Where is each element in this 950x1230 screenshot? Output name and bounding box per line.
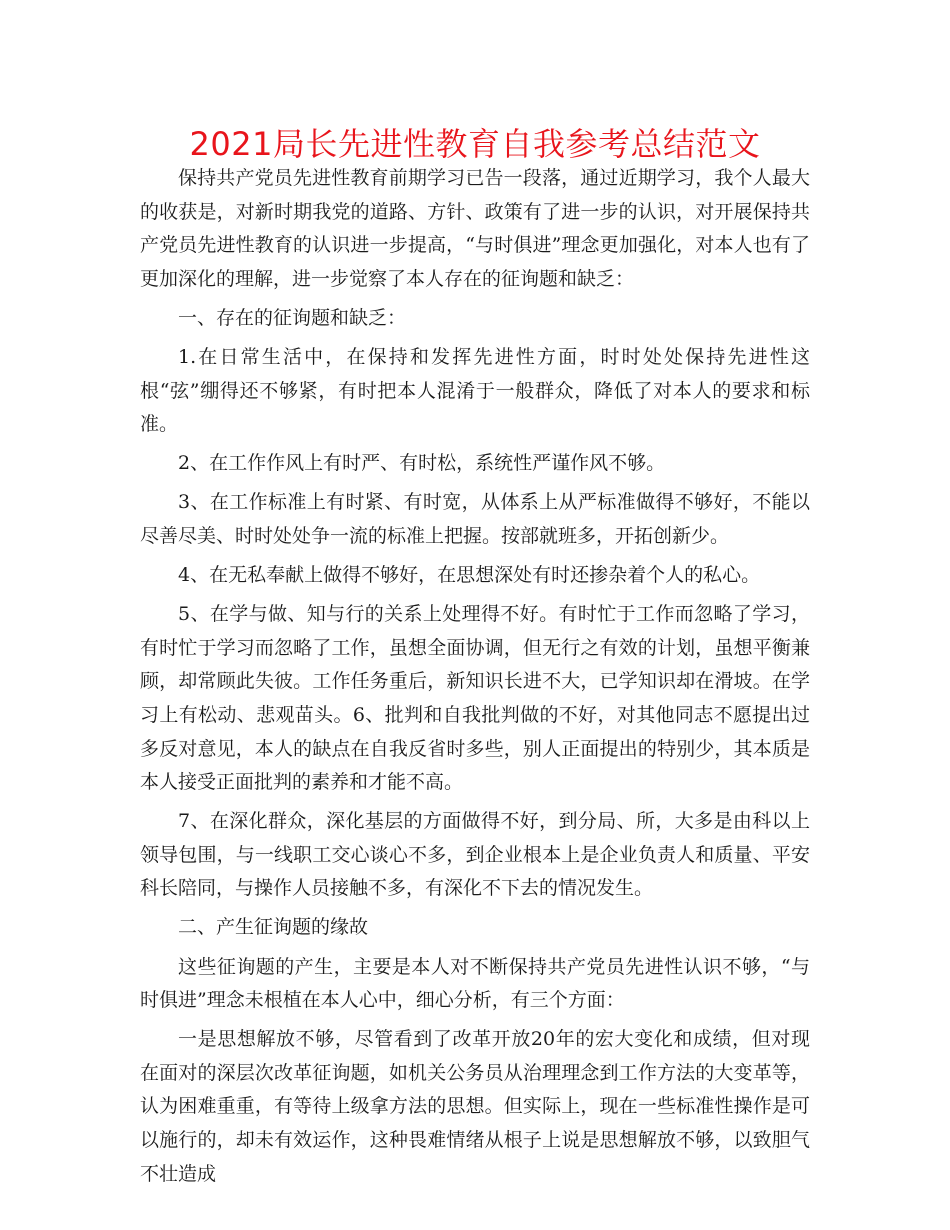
paragraph-item-3: 3、在工作标准上有时紧、有时宽，从体系上从严标准做得不够好，不能以尽善尽美、时时处处争一流的标准上把握。按部就班多，开拓创新少。 (140, 491, 810, 547)
paragraph-item-7: 7、在深化群众，深化基层的方面做得不好，到分局、所，大多是由科以上领导包围，与一线职工交心谈心不多，到企业根本上是企业负责人和质量、平安科长陪同，与操作人员接触不多，有深化不下去的情况发生。 (140, 810, 810, 900)
paragraph-item-4: 4、在无私奉献上做得不够好，在思想深处有时还掺杂着个人的私心。 (178, 564, 761, 587)
paragraph-item-5-6: 5、在学与做、知与行的关系上处理得不好。有时忙于工作而忽略了学习，有时忙于学习而忽略了工作，虽想全面协调，但无行之有效的计划，虽想平衡兼顾，却常顾此失彼。工作任务重后，新知识长进不大，已学知识却在滑坡。在学习上有松动、悲观苗头。6、批判和自我批判做的不好，对其他同志不愿提出过多反对意见，本人的缺点在自我反省时多些，别人正面提出的特别少，其本质是本人接受正面批判的素养和才能不高。 (140, 603, 810, 794)
document-title: 2021局长先进性教育自我参考总结范文 (189, 125, 761, 163)
section-heading-causes: 二、产生征询题的缘故 (178, 916, 369, 939)
paragraph-causes-intro: 这些征询题的产生，主要是本人对不断保持共产党员先进性认识不够，“与时俱进”理念未根植在本人心中，细心分析，有三个方面： (140, 955, 810, 1012)
paragraph-item-2: 2、在工作作风上有时严、有时松，系统性严谨作风不够。 (178, 452, 666, 475)
paragraph-item-1: 1.在日常生活中，在保持和发挥先进性方面，时时处处保持先进性这根“弦”绷得还不够紧，有时把本人混淆于一般群众，降低了对本人的要求和标准。 (140, 345, 810, 436)
section-heading-problems: 一、存在的征询题和缺乏： (178, 306, 407, 329)
paragraph-cause-1: 一是思想解放不够，尽管看到了改革开放20年的宏大变化和成绩，但对现在面对的深层次改革征询题，如机关公务员从治理理念到工作方法的大变革等，认为困难重重，有等待上级拿方法的思想。但实际上，现在一些标准性操作是可以施行的，却未有效运作，这种畏难情绪从根子上说是思想解放不够，以致胆气不壮造成 (140, 1028, 810, 1185)
document-body (140, 162, 810, 1197)
paragraph-intro: 保持共产党员先进性教育前期学习已告一段落，通过近期学习，我个人最大的收获是，对新时期我党的道路、方针、政策有了进一步的认识，对开展保持共产党员先进性教育的认识进一步提高，“与时俱进”理念更加强化，对本人也有了更加深化的理解，进一步觉察了本人存在的征询题和缺乏： (140, 167, 810, 290)
